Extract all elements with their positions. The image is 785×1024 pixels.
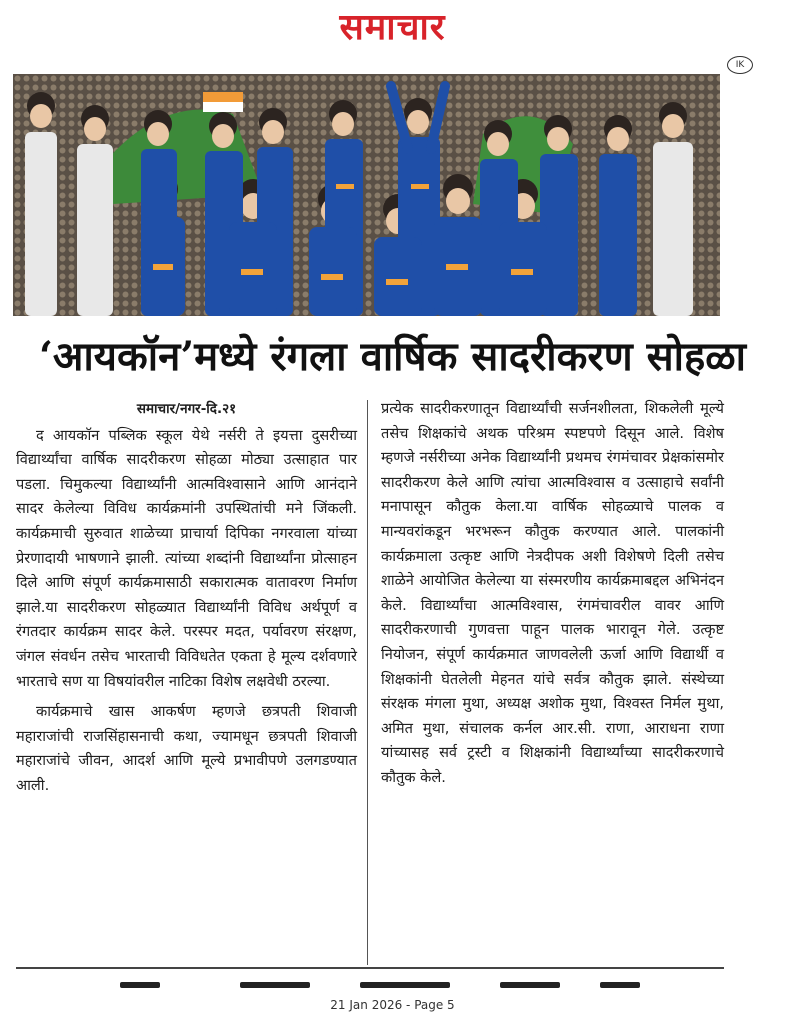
page-footer: 21 Jan 2026 - Page 5 bbox=[330, 998, 455, 1012]
masthead-logo: समाचार bbox=[339, 6, 446, 48]
article-column-right bbox=[381, 397, 724, 791]
next-article-fragment bbox=[120, 982, 640, 990]
article-headline: ‘आयकॉन’मध्ये रंगला वार्षिक सादरीकरण सोहळा bbox=[39, 333, 746, 380]
column-divider bbox=[367, 400, 368, 965]
article-paragraph: प्रत्येक सादरीकरणातून विद्यार्थ्यांची सर्जनशीलता, शिकलेली मूल्ये तसेच शिक्षकांचे अथक परिश्रम स्पष्टपणे दिसून आले. विशेष म्हणजे नर्सरीच्या अनेक विद्यार्थ्यांनी प्रथमच रंगमंचावर प्रेक्षकांसमोर सादरीकरण केले आणि त्यांचा आत्मविश्वास व उत्साहाचे सर्वांनी मनापासून कौतुक केला.या वार्षिक सोहळ्याचे पालक व मान्यवरांकडून भरभरून कौतुक करण्यात आले. पालकांनी कार्यक्रमाला उत्कृष्ट आणि नेत्रदीपक अशी विशेषणे दिली तसेच शाळेने आयोजित केलेल्या या संस्मरणीय कार्यक्रमाबद्दल अभिनंदन केले. विद्यार्थ्यांचा आत्मविश्वास, रंगमंचावरील वावर आणि सादरीकरणाची गुणवत्ता पाहून पालक भारावून गेले. उत्कृष्ट नियोजन, संपूर्ण कार्यक्रमात जाणवलेली ऊर्जा आणि विद्यार्थी व शिक्षकांनी घेतलेली मेहनत यांचे सर्वत्र कौतुक झाले. संस्थेच्या संरक्षक मंगला मुथा, अध्यक्ष अशोक मुथा, विश्वस्त निर्मल मुथा, अमित मुथा, संचालक कर्नल आर.सी. राणा, आराधना राणा यांच्यासह सर्व ट्रस्टी व शिक्षकांनी विद्यार्थ्यांच्या सादरीकरणाचे कौतुक केले. bbox=[381, 400, 724, 786]
bottom-divider bbox=[16, 967, 724, 969]
article-paragraph: कार्यक्रमाचे खास आकर्षण म्हणजे छत्रपती शिवाजी महाराजांची राजसिंहासनाची कथा, ज्यामधून छत्रपती शिवाजी महाराजांचे जीवन, आदर्श आणि मूल्ये प्रभावीपणे उलगडण्यात आली. bbox=[16, 703, 357, 794]
article-paragraph: द आयकॉन पब्लिक स्कूल येथे नर्सरी ते इयत्ता दुसरीच्या विद्यार्थ्यांचा वार्षिक सादरीकरण सोहळा मोठ्या उत्साहात पार पडला. चिमुकल्या विद्यार्थ्यांनी आत्मविश्वासाने आणि आनंदाने सादर केलेल्या विविध कार्यक्रमांनी उपस्थितांची मने जिंकली. कार्यक्रमाची सुरुवात शाळेच्या प्राचार्या दिपिका नगरवाला यांच्या प्रेरणादायी भाषणाने झाली. त्यांच्या शब्दांनी विद्यार्थ्यांना प्रोत्साहन दिले आणि संपूर्ण कार्यक्रमासाठी सकारात्मक वातावरण निर्माण झाले.या सादरीकरण सोहळ्यात विद्यार्थ्यांनी विविध अर्थपूर्ण व रंगतदार कार्यक्रम सादर केले. परस्पर मदत, पर्यावरण संरक्षण, जंगल संवर्धन तसेच भारताची विविधतेत एकता हे मूल्य दर्शवणारे भारताचे सण या विषयांवरील नाटिका विशेष लक्षवेधी ठरल्या. bbox=[16, 426, 357, 690]
article-column-left bbox=[16, 397, 357, 799]
corner-logo-icon: IK bbox=[727, 56, 753, 74]
article-photo bbox=[13, 74, 720, 316]
article-dateline: समाचार/नगर-दि.२१ bbox=[136, 401, 237, 417]
